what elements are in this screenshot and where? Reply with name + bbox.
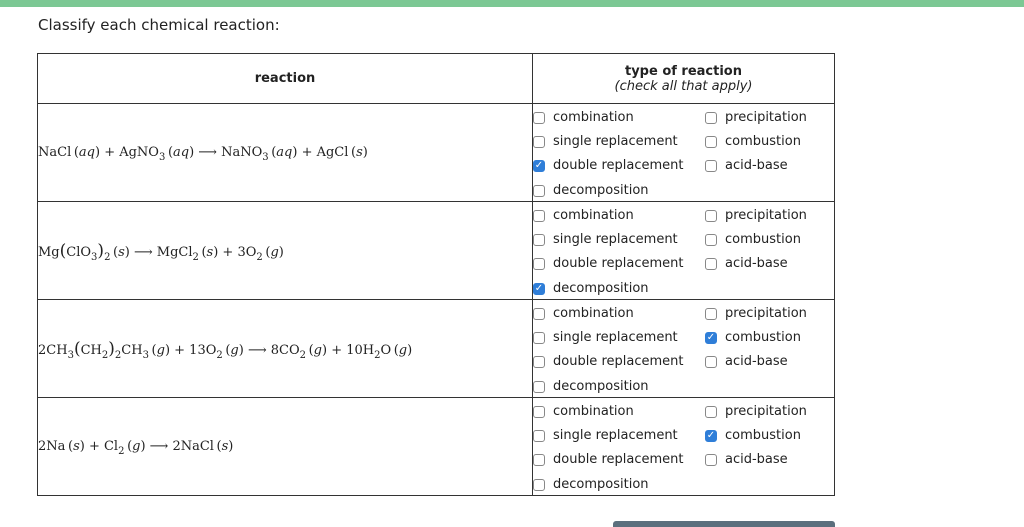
option-decomposition[interactable] — [533, 379, 649, 394]
reaction-row-2 — [38, 202, 835, 300]
header-reaction: reaction — [38, 54, 533, 104]
option-label: single replacement — [553, 428, 678, 443]
checkbox-icon[interactable] — [533, 112, 545, 124]
checkbox-icon[interactable] — [705, 258, 717, 270]
checkbox-icon[interactable] — [533, 234, 545, 246]
action-buttons-bar[interactable] — [613, 521, 835, 527]
option-combination[interactable] — [533, 404, 634, 419]
option-combustion[interactable] — [705, 232, 801, 247]
option-precipitation[interactable] — [705, 110, 807, 125]
checkbox-icon[interactable] — [705, 454, 717, 466]
checkbox-icon[interactable] — [533, 430, 545, 442]
header-type-subtitle: (check all that apply) — [614, 78, 753, 94]
option-double-replacement[interactable] — [533, 158, 683, 173]
reaction-row-1 — [38, 104, 835, 202]
equation-2: $Mg(ClO_3)_2$ (s) ⟶ MgCl$_2$ $(s) + 3O_2$ (g) — [38, 202, 533, 300]
option-label: combustion — [725, 428, 801, 443]
equation-4: 2Na $(s) + Cl_2$ (g) ⟶ 2NaCl (s) — [38, 398, 533, 496]
option-label: double replacement — [553, 354, 684, 369]
reaction-row-3 — [38, 300, 835, 398]
option-label: double replacement — [553, 158, 684, 173]
option-label: single replacement — [553, 330, 678, 345]
option-combustion[interactable] — [705, 134, 801, 149]
checkbox-icon[interactable] — [705, 308, 717, 320]
option-label: acid-base — [725, 256, 788, 271]
option-label: double replacement — [553, 256, 684, 271]
option-acid-base[interactable] — [705, 256, 788, 271]
question-prompt: Classify each chemical reaction: — [38, 16, 280, 34]
option-label: double replacement — [553, 452, 684, 467]
option-double-replacement[interactable] — [533, 452, 683, 467]
checkbox-icon[interactable] — [533, 406, 545, 418]
option-acid-base[interactable] — [705, 452, 788, 467]
option-combustion[interactable] — [705, 428, 801, 443]
header-type-title: type of reaction — [624, 63, 742, 79]
option-single-replacement[interactable] — [533, 330, 678, 345]
option-label: precipitation — [725, 306, 807, 321]
option-label: combustion — [725, 134, 801, 149]
equation-1: NaCl (aq) + AgNO$_3$ (aq) ⟶ NaNO$_3$ (aq) + AgCl (s) — [38, 104, 533, 202]
options-4 — [533, 398, 835, 496]
option-double-replacement[interactable] — [533, 354, 683, 369]
checkbox-checked-icon[interactable]: ✓ — [706, 331, 716, 343]
option-label: combustion — [725, 330, 801, 345]
option-label: precipitation — [725, 404, 807, 419]
checkbox-icon[interactable] — [705, 160, 717, 172]
checkbox-icon[interactable] — [533, 136, 545, 148]
options-2 — [533, 202, 835, 300]
checkbox-icon[interactable] — [533, 381, 545, 393]
option-combustion[interactable] — [705, 330, 801, 345]
option-single-replacement[interactable] — [533, 134, 678, 149]
option-combination[interactable] — [533, 208, 634, 223]
option-single-replacement[interactable] — [533, 232, 678, 247]
option-precipitation[interactable] — [705, 306, 807, 321]
option-label: combination — [553, 404, 634, 419]
checkbox-icon[interactable] — [533, 258, 545, 270]
checkbox-icon[interactable] — [533, 185, 545, 197]
option-decomposition[interactable] — [533, 477, 649, 492]
checkbox-icon[interactable] — [705, 210, 717, 222]
option-label: decomposition — [553, 183, 649, 198]
checkbox-icon[interactable] — [705, 136, 717, 148]
checkbox-checked-icon[interactable]: ✓ — [534, 159, 544, 171]
header-type — [533, 54, 835, 104]
equation-3: $2CH_3(CH_2)_2CH_3$ $(g) + 13O_2$ (g) ⟶ $8CO_2$ $(g) + 10H_2O$ (g) — [38, 300, 533, 398]
option-decomposition[interactable] — [533, 281, 649, 296]
checkbox-icon[interactable] — [533, 356, 545, 368]
option-combination[interactable] — [533, 110, 634, 125]
option-label: acid-base — [725, 452, 788, 467]
option-label: single replacement — [553, 134, 678, 149]
checkbox-icon[interactable] — [533, 332, 545, 344]
option-combination[interactable] — [533, 306, 634, 321]
checkbox-icon[interactable] — [705, 406, 717, 418]
option-precipitation[interactable] — [705, 208, 807, 223]
option-label: decomposition — [553, 281, 649, 296]
checkbox-icon[interactable] — [533, 454, 545, 466]
option-label: combination — [553, 110, 634, 125]
option-precipitation[interactable] — [705, 404, 807, 419]
option-label: acid-base — [725, 354, 788, 369]
option-label: combination — [553, 306, 634, 321]
option-label: single replacement — [553, 232, 678, 247]
classification-table — [37, 53, 835, 496]
checkbox-icon[interactable] — [533, 479, 545, 491]
option-label: acid-base — [725, 158, 788, 173]
option-double-replacement[interactable] — [533, 256, 683, 271]
checkbox-icon[interactable] — [533, 210, 545, 222]
option-label: precipitation — [725, 208, 807, 223]
checkbox-icon[interactable] — [705, 234, 717, 246]
option-decomposition[interactable] — [533, 183, 649, 198]
option-acid-base[interactable] — [705, 354, 788, 369]
option-acid-base[interactable] — [705, 158, 788, 173]
checkbox-checked-icon[interactable]: ✓ — [534, 282, 544, 294]
checkbox-icon[interactable] — [705, 112, 717, 124]
checkbox-icon[interactable] — [533, 308, 545, 320]
option-label: combustion — [725, 232, 801, 247]
checkbox-checked-icon[interactable]: ✓ — [706, 429, 716, 441]
option-label: combination — [553, 208, 634, 223]
options-1 — [533, 104, 835, 202]
option-label: decomposition — [553, 477, 649, 492]
top-accent-bar — [0, 0, 1024, 7]
option-label: decomposition — [553, 379, 649, 394]
checkbox-icon[interactable] — [705, 356, 717, 368]
options-3 — [533, 300, 835, 398]
reaction-row-4 — [38, 398, 835, 496]
option-label: precipitation — [725, 110, 807, 125]
option-single-replacement[interactable] — [533, 428, 678, 443]
